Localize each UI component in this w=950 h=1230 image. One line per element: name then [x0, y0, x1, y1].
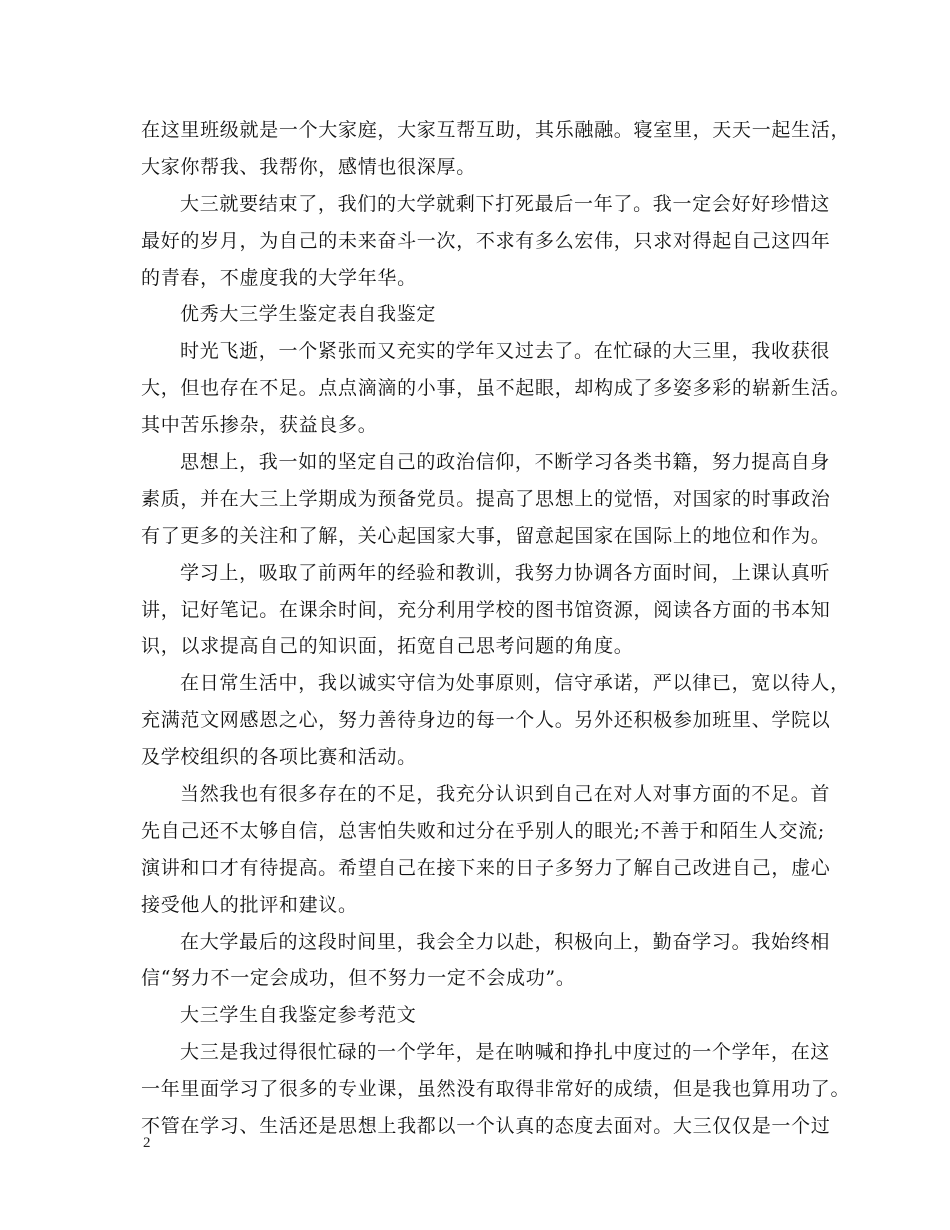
- text-line: 素质，并在大三上学期成为预备党员。提高了思想上的觉悟，对国家的时事政治: [141, 487, 831, 510]
- text-line: 不管在学习、生活还是思想上我都以一个认真的态度去面对。大三仅仅是一个过: [141, 1115, 831, 1138]
- text-line: 及学校组织的各项比赛和活动。: [141, 746, 417, 769]
- text-line: 其中苦乐掺杂，获益良多。: [141, 414, 378, 437]
- text-line: 充满范文网感恩之心，努力善待身边的每一个人。另外还积极参加班里、学院以: [141, 709, 831, 732]
- text-line: 识，以求提高自己的知识面，拓宽自己思考问题的角度。: [141, 635, 634, 658]
- text-line: 在日常生活中，我以诚实守信为处事原则，信守承诺，严以律已，宽以待人，: [180, 672, 850, 695]
- text-line: 在这里班级就是一个大家庭，大家互帮互助，其乐融融。寝室里，天天一起生活，: [141, 119, 851, 141]
- text-line: 先自己还不太够自信，总害怕失败和过分在乎别人的眼光;不善于和陌生人交流;: [141, 819, 826, 842]
- text-line: 有了更多的关注和了解，关心起国家大事，留意起国家在国际上的地位和作为。: [141, 524, 831, 547]
- page-number: 2: [143, 1135, 151, 1151]
- text-line: 优秀大三学生鉴定表自我鉴定: [180, 303, 437, 326]
- text-line: 最好的岁月，为自己的未来奋斗一次，不求有多么宏伟，只求对得起自己这四年: [141, 229, 831, 252]
- text-line: 一年里面学习了很多的专业课，虽然没有取得非常好的成绩，但是我也算用功了。: [141, 1078, 851, 1101]
- text-line: 当然我也有很多存在的不足，我充分认识到自己在对人对事方面的不足。首: [180, 783, 831, 806]
- text-line: 在大学最后的这段时间里，我会全力以赴，积极向上，勤奋学习。我始终相: [180, 930, 831, 953]
- text-line: 讲，记好笔记。在课余时间，充分利用学校的图书馆资源，阅读各方面的书本知: [141, 598, 831, 621]
- text-line: 大，但也存在不足。点点滴滴的小事，虽不起眼，却构成了多姿多彩的崭新生活。: [141, 377, 851, 400]
- document-body: [141, 112, 851, 1145]
- text-line: 大三就要结束了，我们的大学就剩下打死最后一年了。我一定会好好珍惜这: [180, 192, 831, 215]
- text-line: 学习上，吸取了前两年的经验和教训，我努力协调各方面时间，上课认真听: [180, 561, 831, 584]
- text-line: 大家你帮我、我帮你，感情也很深厚。: [141, 155, 476, 178]
- text-line: 思想上，我一如的坚定自己的政治信仰，不断学习各类书籍，努力提高自身: [180, 451, 831, 474]
- text-line: 信“努力不一定会成功，但不努力一定不会成功”。: [141, 967, 576, 990]
- text-line: 的青春，不虚度我的大学年华。: [141, 266, 417, 289]
- text-line: 演讲和口才有待提高。希望自己在接下来的日子多努力了解自己改进自己，虚心: [141, 856, 831, 879]
- text-line: 接受他人的批评和建议。: [141, 893, 358, 916]
- text-line: 大三学生自我鉴定参考范文: [180, 1004, 417, 1027]
- text-line: 大三是我过得很忙碌的一个学年，是在呐喊和挣扎中度过的一个学年，在这: [180, 1041, 831, 1064]
- text-line: 时光飞逝，一个紧张而又充实的学年又过去了。在忙碌的大三里，我收获很: [180, 340, 831, 363]
